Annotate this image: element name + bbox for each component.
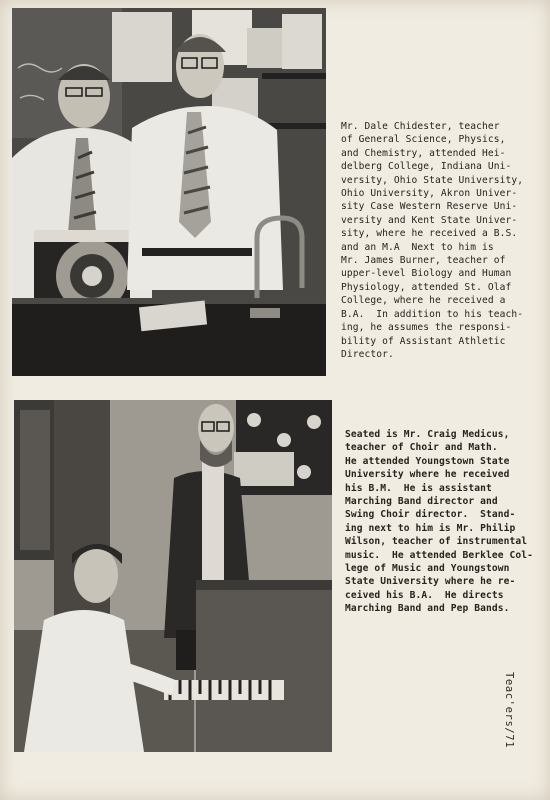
caption-bottom: Seated is Mr. Craig Medicus, teacher of Choir and Math. He attended Youngstown State University where he received his B.M. He is assistant Marching Band director and Swing Choir director. Stand- ing next to him is Mr. Philip Wilson, teacher of instrumental music. He attended Berklee Col- lege of Music and Youngstown State University where he re- ceived his B.A. He directs Marching Band and Pep Bands. [345,429,534,615]
teachers-photo-bottom [14,400,332,752]
caption-top: Mr. Dale Chidester, teacher of General Science, Physics, and Chemistry, attended Hei- delberg College, Indiana Uni- versity, Ohio State University, Ohio University, Akron Univer- sity Case Western Reserve Uni- versity and Kent State Univer- sity, where he received a B.S. and an M.A Next to him is Mr. James Burner, teacher of upper-level Biology and Human Physiology, attended St. Olaf College, where he received a B.A. In addition to his teach- ing, he assumes the responsi- bility of Assistant Athletic Director. [341,121,524,360]
page-folio: Teac'ers/71 [503,672,515,749]
teachers-photo-top [12,8,326,376]
